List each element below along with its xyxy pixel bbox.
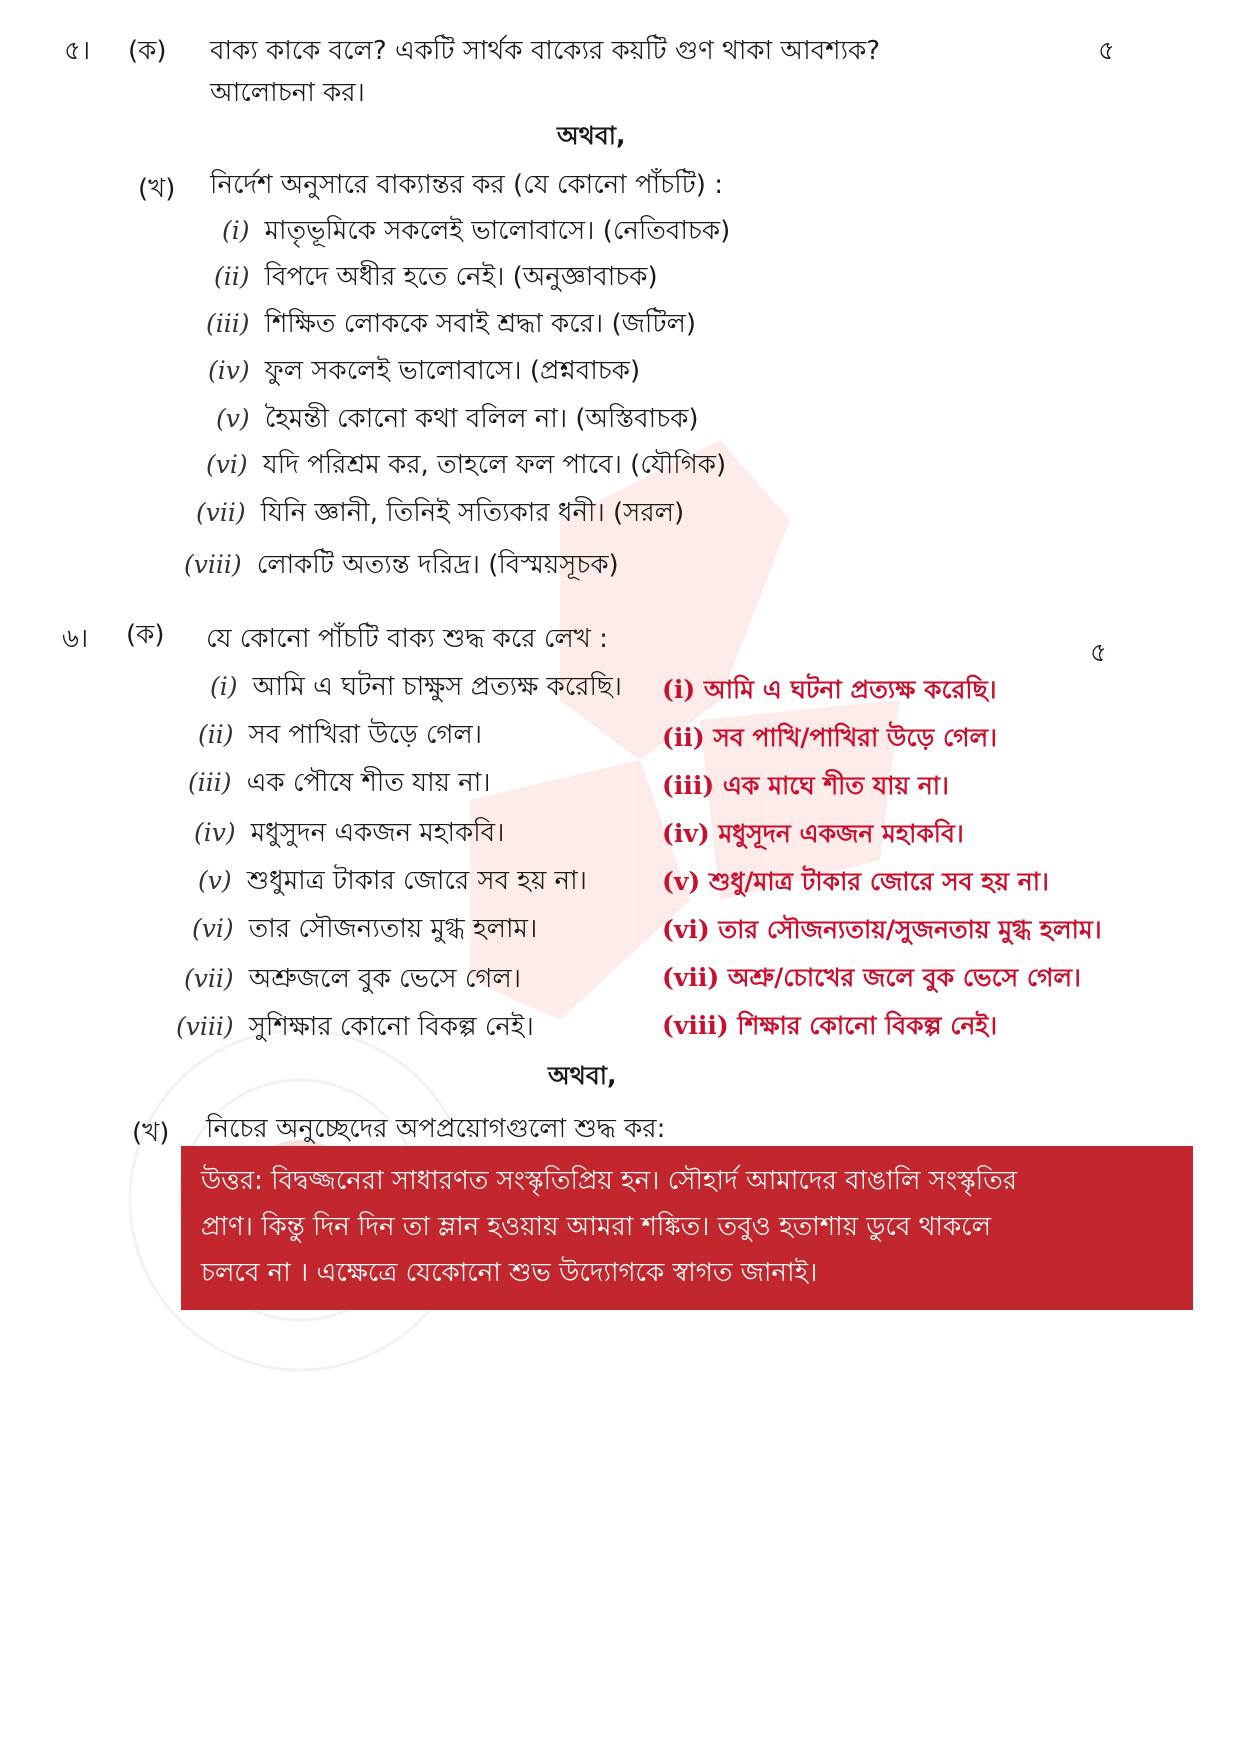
- list-item: [206, 303, 696, 347]
- q6-b-label: (খ): [132, 1118, 170, 1148]
- item-text: অশ্রুজলে বুক ভেসে গেল।: [248, 964, 522, 994]
- list-item: [194, 812, 504, 856]
- item-number: (viii): [176, 1012, 234, 1041]
- q6-marks: ৫: [1090, 638, 1107, 668]
- answer-line: উত্তর: বিদ্বজ্জনেরা সাধারণত সংস্কৃতিপ্রিয় হন। সৌহার্দ আমাদের বাঙালি সংস্কৃতির: [201, 1166, 1018, 1196]
- answer-box: [181, 1146, 1193, 1310]
- item-text: হৈমন্তী কোনো কথা বলিল না। (অস্তিবাচক): [264, 404, 699, 434]
- answer-text: (iv) মধুসূদন একজন মহাকবি।: [662, 819, 964, 848]
- answer-line: চলবে না । এক্ষেত্রে যেকোনো শুভ উদ্যোগকে স্বাগত জানাই।: [201, 1258, 818, 1288]
- item-number: (vii): [196, 498, 246, 527]
- q6-a-label: (ক): [126, 620, 165, 650]
- list-item: [210, 666, 622, 710]
- item-text: শিক্ষিত লোককে সবাই শ্রদ্ধা করে। (জটিল): [264, 309, 697, 339]
- item-number: (v): [216, 404, 250, 433]
- q5-b-label: (খ): [138, 174, 176, 204]
- item-number: (i): [222, 216, 250, 245]
- answer-text: (vii) অশ্রু/চোখের জলে বুক ভেসে গেল।: [662, 963, 1081, 992]
- list-item: [184, 958, 521, 1002]
- list-item: [198, 860, 587, 904]
- item-text: বিপদে অধীর হতে নেই। (অনুজ্ঞাবাচক): [264, 262, 658, 292]
- item-text: লোকটি অত্যন্ত দরিদ্র। (বিস্ময়সূচক): [256, 550, 619, 580]
- item-text: মধুসুদন একজন মহাকবি।: [250, 818, 505, 848]
- q5-a-label: (ক): [128, 36, 167, 66]
- answer-text: (iii) এক মাঘে শীত যায় না।: [662, 771, 949, 800]
- answer-text: (vi) তার সৌজন্যতায়/সুজনতায় মুগ্ধ হলাম।: [662, 915, 1102, 944]
- item-text: ফুল সকলেই ভালোবাসে। (প্রশ্নবাচক): [264, 356, 641, 386]
- list-item: [192, 908, 537, 952]
- item-text: আমি এ ঘটনা চাক্ষুস প্রত্যক্ষ করেছি।: [252, 672, 622, 702]
- answer-text: (viii) শিক্ষার কোনো বিকল্প নেই।: [662, 1011, 998, 1040]
- item-text: তার সৌজন্যতায় মুগ্ধ হলাম।: [248, 914, 538, 944]
- item-text: শুধুমাত্র টাকার জোরে সব হয় না।: [246, 866, 587, 896]
- answer-text: (ii) সব পাখি/পাখিরা উড়ে গেল।: [662, 723, 998, 752]
- item-text: মাতৃভূমিকে সকলেই ভালোবাসে। (নেতিবাচক): [264, 216, 731, 246]
- item-number: (iii): [206, 309, 250, 338]
- item-text: সব পাখিরা উড়ে গেল।: [248, 720, 483, 750]
- q6-number: ৬।: [62, 624, 89, 654]
- item-number: (vii): [184, 964, 234, 993]
- item-number: (iv): [208, 356, 250, 385]
- item-number: (i): [210, 672, 238, 701]
- list-item: [184, 544, 619, 588]
- q6-a-instruction: যে কোনো পাঁচটি বাক্য শুদ্ধ করে লেখ :: [206, 624, 608, 654]
- list-item: [198, 714, 482, 758]
- q5-marks: ৫: [1098, 36, 1115, 66]
- item-text: এক পৌষে শীত যায় না।: [246, 768, 491, 798]
- list-item: [196, 492, 684, 536]
- item-text: সুশিক্ষার কোনো বিকল্প নেই।: [248, 1012, 534, 1042]
- answer-text: (v) শুধু/মাত্র টাকার জোরে সব হয় না।: [662, 867, 1049, 896]
- item-text: যিনি জ্ঞানী, তিনিই সত্যিকার ধনী। (সরল): [260, 498, 685, 528]
- item-number: (viii): [184, 550, 242, 579]
- q5-b-instruction: নির্দেশ অনুসারে বাক্যান্তর কর (যে কোনো পাঁচটি) :: [210, 170, 723, 200]
- q5-number: ৫।: [64, 36, 91, 66]
- item-number: (ii): [214, 262, 250, 291]
- list-item: [208, 350, 640, 394]
- list-item: [214, 256, 658, 300]
- list-item: [176, 1006, 534, 1050]
- item-number: (iv): [194, 818, 236, 847]
- q5-or: অথবা,: [557, 121, 626, 150]
- q5-a-question-cont: আলোচনা কর।: [210, 78, 365, 108]
- item-number: (vi): [192, 914, 234, 943]
- item-number: (vi): [206, 450, 248, 479]
- list-item: [216, 398, 699, 442]
- q6-or: অথবা,: [548, 1061, 617, 1090]
- q6-b-instruction: নিচের অনুচ্ছেদের অপপ্রয়োগগুলো শুদ্ধ কর:: [206, 1114, 666, 1144]
- list-item: [188, 762, 491, 806]
- item-number: (ii): [198, 720, 234, 749]
- item-number: (iii): [188, 768, 232, 797]
- q5-a-question: বাক্য কাকে বলে? একটি সার্থক বাক্যের কয়টি গুণ থাকা আবশ্যক?: [210, 36, 881, 66]
- list-item: [222, 210, 730, 254]
- list-item: [206, 444, 726, 488]
- answer-line: প্রাণ। কিন্তু দিন দিন তা ম্লান হওয়ায় আমরা শঙ্কিত। তবুও হতাশায় ডুবে থাকলে: [201, 1212, 991, 1242]
- item-number: (v): [198, 866, 232, 895]
- answer-text: (i) আমি এ ঘটনা প্রত্যক্ষ করেছি।: [662, 675, 997, 704]
- item-text: যদি পরিশ্রম কর, তাহলে ফল পাবে। (যৌগিক): [262, 450, 727, 480]
